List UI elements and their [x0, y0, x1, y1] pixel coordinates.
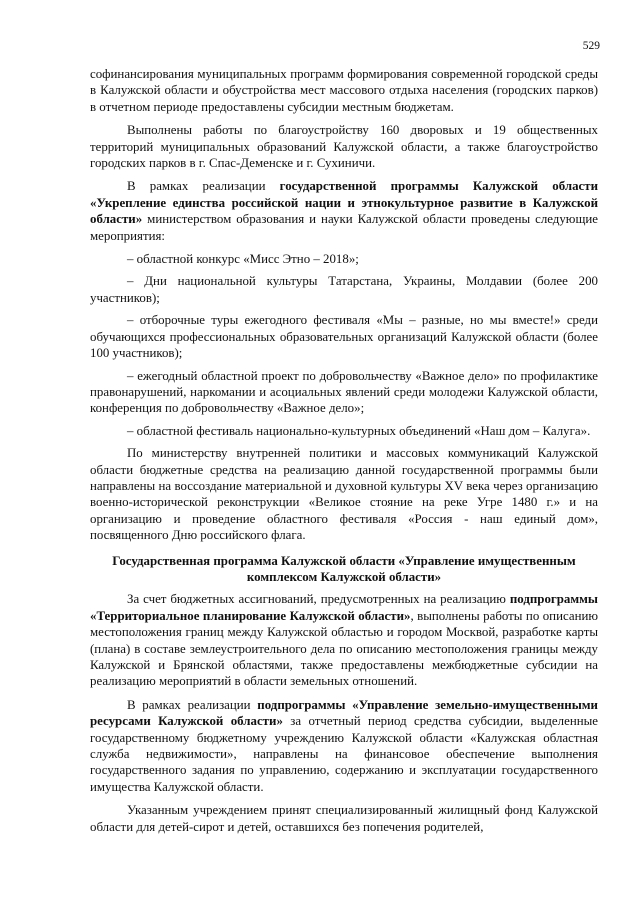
page-number: 529 — [582, 40, 600, 52]
paragraph-1: софинансирования муниципальных программ формирования современной городской среды в Калужской области и обустройства мест массового отдыха населения (городских парков) в отчетном периоде предоставлены субсидии местным бюджетам. — [90, 67, 598, 114]
section-heading: Государственная программа Калужской области «Управление имущественным комплексом Калужской области» — [112, 553, 576, 584]
paragraph-5-rest: , выполнены работы по описанию местоположения границ между Калужской областью и городом Москвой, разработке карты (плана) в составе землеустроительного дела по описанию местоположения границы между Калужской и Брянской областями, также предоставлены межбюджетные субсидии на реализацию мероприятий в области земельных отношений. — [90, 608, 598, 689]
paragraph-5 — [90, 591, 598, 689]
paragraph-7: Указанным учреждением принят специализированный жилищный фонд Калужской области для детей-сирот и детей, оставшихся без попечения родителей, — [90, 803, 598, 834]
list-item-3: – отборочные туры ежегодного фестиваля «Мы – разные, но мы вместе!» среди обучающихся профессиональных образовательных организаций Калужской области (более 100 участников); — [90, 313, 598, 361]
paragraph-3-rest: министерством образования и науки Калужской области проведены следующие мероприятия: — [90, 212, 598, 243]
paragraph-2: Выполнены работы по благоустройству 160 дворовых и 19 общественных территорий муниципальных образований Калужской области, а также благоустройство городских парков в г. Спас-Деменске и г. Сухиничи. — [90, 123, 598, 171]
paragraph-6-intro: В рамках реализации — [127, 697, 258, 712]
paragraph-6-rest: за отчетный период средства субсидии, выделенные государственному бюджетному учреждению Калужской области «Калужская областная служба недвижимости», направлены на финансовое обеспечение выполнения государственного задания по управлению, содержанию и эксплуатации государственного имущества Калужской области. — [90, 714, 598, 794]
list-item-4: – ежегодный областной проект по добровольчеству «Важное дело» по профилактике правонарушений, наркомании и асоциальных явлений среди молодежи Калужской области, конференция по добровольчеству «Важное дело»; — [90, 368, 598, 416]
paragraph-4: По министерству внутренней политики и массовых коммуникаций Калужской области бюджетные средства на реализацию данной государственной программы были направлены на воссоздание материальной и духовной культуры XV века через организацию военно-исторической реконструкции «Великое стояние на реке Угре 1480 г.» и на организацию и проведение областного фестиваля «Россия - наш единый дом», посвященного Дню российского флага. — [90, 446, 598, 543]
program-name-ethnic: государственной программы Калужской области «Укрепление единства российской нации и этнокультурное развитие в Калужской области» — [90, 179, 599, 227]
list-item-2: – Дни национальной культуры Татарстана, Украины, Молдавии (более 200 участников); — [90, 274, 598, 305]
paragraph-5-intro: За счет бюджетных ассигнований, предусмотренных на реализацию — [127, 592, 510, 607]
page-content — [90, 66, 598, 842]
subprogram-land-resources: подпрограммы «Управление земельно-имущественными ресурсами Калужской области» — [90, 697, 598, 729]
paragraph-6 — [90, 697, 598, 795]
paragraph-3-intro: В рамках реализации — [127, 179, 280, 194]
list-item-1: – областной конкурс «Мисс Этно – 2018»; — [127, 252, 359, 267]
subprogram-territorial-planning: подпрограммы «Территориальное планирование Калужской области» — [90, 592, 598, 623]
list-item-5: – областной фестиваль национально-культурных объединений «Наш дом – Калуга». — [127, 423, 591, 438]
paragraph-3 — [90, 178, 598, 244]
